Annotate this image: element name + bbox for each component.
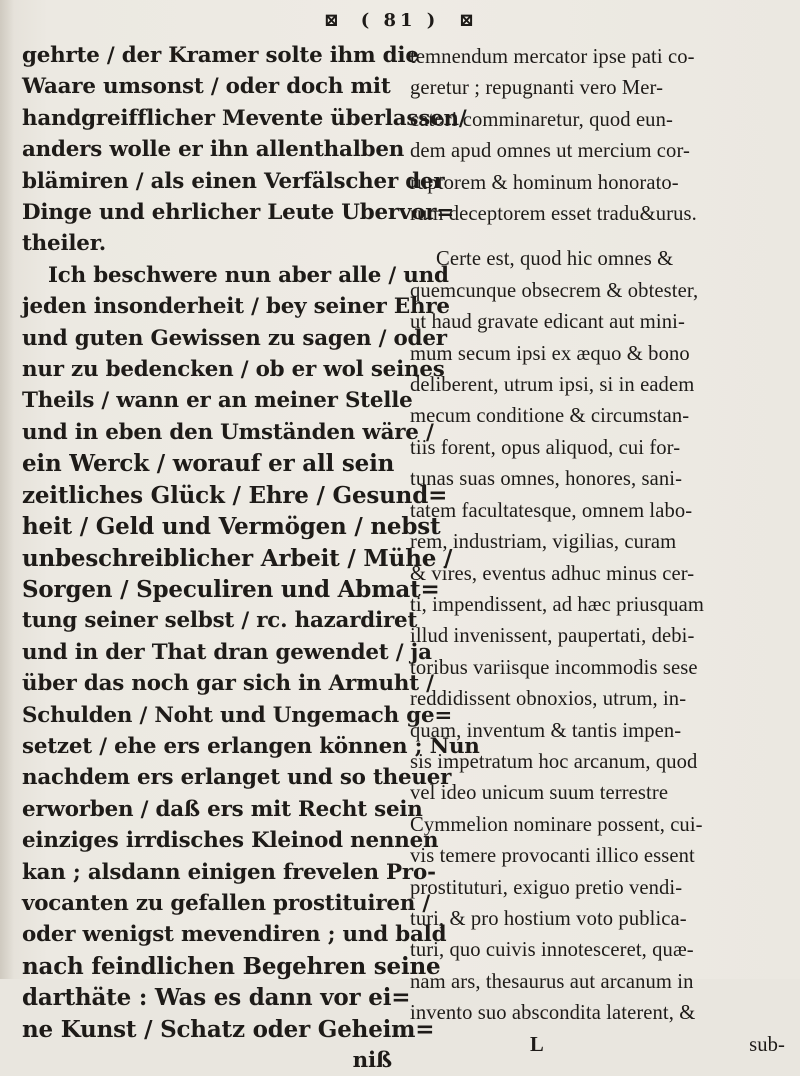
text-line: nur zu bedencken / ob er wol seines [22, 357, 445, 383]
text-line: turi, quo cuivis innotesceret, quæ- [410, 939, 694, 962]
text-line: sis impetratum hoc arcanum, quod [410, 750, 698, 773]
text-line: handgreifflicher Mevente überlassen/ [22, 105, 467, 131]
right-ornament: ⊠ [458, 10, 477, 31]
text-line: zeitliches Glück / Ehre / Gesund= [22, 481, 448, 509]
text-line: reddidissent obnoxios, utrum, in- [410, 688, 687, 711]
page-header [0, 6, 800, 36]
text-line: blämiren / als einen Verfälscher der [22, 168, 445, 194]
text-line: Ich beschwere nun aber alle / und [48, 262, 449, 288]
text-line: tunas suas omnes, honores, sani- [410, 468, 683, 491]
text-line: nachdem ers erlanget und so theuer [22, 765, 452, 791]
text-line: Cymmelion nominare possent, cui- [410, 813, 703, 836]
text-line: prostituturi, exiguo pretio vendi- [410, 876, 683, 899]
text-line: vis temere provocanti illico essent [410, 845, 695, 868]
text-line: anders wolle er ihn allenthalben [22, 137, 405, 163]
text-line: temnendum mercator ipse pati co- [410, 46, 695, 68]
footer-line [410, 1030, 795, 1061]
text-line: vocanten zu gefallen prostituiren / [22, 890, 431, 916]
paragraph-gap [410, 230, 795, 244]
text-line: jeden insonderheit / bey seiner Ehre [22, 294, 450, 320]
text-line: unbeschreiblicher Arbeit / Mühe / [22, 544, 453, 572]
text-line: tiis forent, opus aliquod, cui for- [410, 436, 681, 459]
german-column [22, 40, 480, 1076]
text-line: Certe est, quod hic omnes & [436, 248, 674, 271]
catchword-right: sub- [749, 1033, 785, 1056]
text-line: Theils / wann er an meiner Stelle [22, 388, 413, 414]
text-line: über das noch gar sich in Armuht / [22, 671, 434, 697]
text-line: Sorgen / Speculiren und Abmat= [22, 575, 440, 603]
text-line: und in eben den Umständen wäre / [22, 419, 434, 445]
text-line: ein Werck / worauf er all sein [22, 450, 395, 478]
text-line: oder wenigst mevendiren ; und bald [22, 922, 447, 948]
catchword-left: niß [352, 1048, 392, 1073]
text-line: quemcunque obsecrem & obtester, [410, 279, 699, 302]
text-line: catori comminaretur, quod eun- [410, 108, 673, 131]
text-line: Waare umsonst / oder doch mit [22, 74, 391, 100]
text-line: quam, inventum & tantis impen- [410, 719, 682, 742]
text-line: vel ideo unicum suum terrestre [410, 782, 669, 805]
text-line: illud invenissent, paupertati, debi- [410, 625, 695, 648]
text-line: ut haud gravate edicant aut mini- [410, 311, 685, 334]
text-line: Schulden / Noht und Ungemach ge= [22, 702, 453, 728]
text-line: und guten Gewissen zu sagen / oder [22, 325, 447, 351]
text-line: Dinge und ehrlicher Leute Ubervor= [22, 200, 455, 226]
text-line: mum secum ipsi ex æquo & bono [410, 342, 690, 365]
text-line: & vires, eventus adhuc minus cer- [410, 562, 695, 585]
text-line: heit / Geld und Vermögen / nebst [22, 513, 441, 541]
text-line: kan ; alsdann einigen frevelen Pro- [22, 859, 436, 885]
text-line: mecum conditione & circumstan- [410, 405, 690, 428]
text-line: invento suo abscondita laterent, & [410, 1002, 696, 1025]
text-line: nam ars, thesaurus aut arcanum in [410, 970, 694, 993]
page-number: ( 81 ) [360, 10, 440, 31]
text-line: dem apud omnes ut mercium cor- [410, 140, 690, 163]
latin-column [410, 42, 795, 1061]
text-line: theiler. [22, 231, 107, 257]
text-line: deliberent, utrum ipsi, si in eadem [410, 374, 695, 397]
text-line: turi, & pro hostium voto publica- [410, 907, 687, 930]
text-line: ti, impendissent, ad hæc priusquam [410, 593, 704, 616]
spine-shadow [0, 0, 14, 979]
text-line: ne Kunst / Schatz oder Geheim= [22, 1015, 435, 1043]
text-line: setzet / ehe ers erlangen können ; Nun [22, 733, 480, 759]
text-line: gehrte / der Kramer solte ihm die [22, 43, 419, 68]
text-line: tung seiner selbst / rc. hazardiret [22, 608, 418, 634]
text-line: rem, industriam, vigilias, curam [410, 531, 677, 554]
left-ornament: ⊠ [323, 10, 342, 31]
text-line: ruptorem & hominum honorato- [410, 171, 679, 194]
text-line: tatem facultatesque, omnem labo- [410, 499, 693, 522]
text-line: nach feindlichen Begehren seine [22, 952, 441, 980]
text-line: rum deceptorem esset tradu&urus. [410, 203, 697, 226]
text-line: erworben / daß ers mit Recht sein [22, 796, 423, 822]
text-line: und in der That dran gewendet / ja [22, 639, 432, 665]
text-line: geretur ; repugnanti vero Mer- [410, 77, 664, 100]
signature-mark: L [530, 1033, 544, 1056]
text-line: darthäte : Was es dann vor ei= [22, 984, 411, 1012]
text-line: toribus variisque incommodis sese [410, 656, 698, 679]
text-line: einziges irrdisches Kleinod nennen [22, 828, 439, 854]
